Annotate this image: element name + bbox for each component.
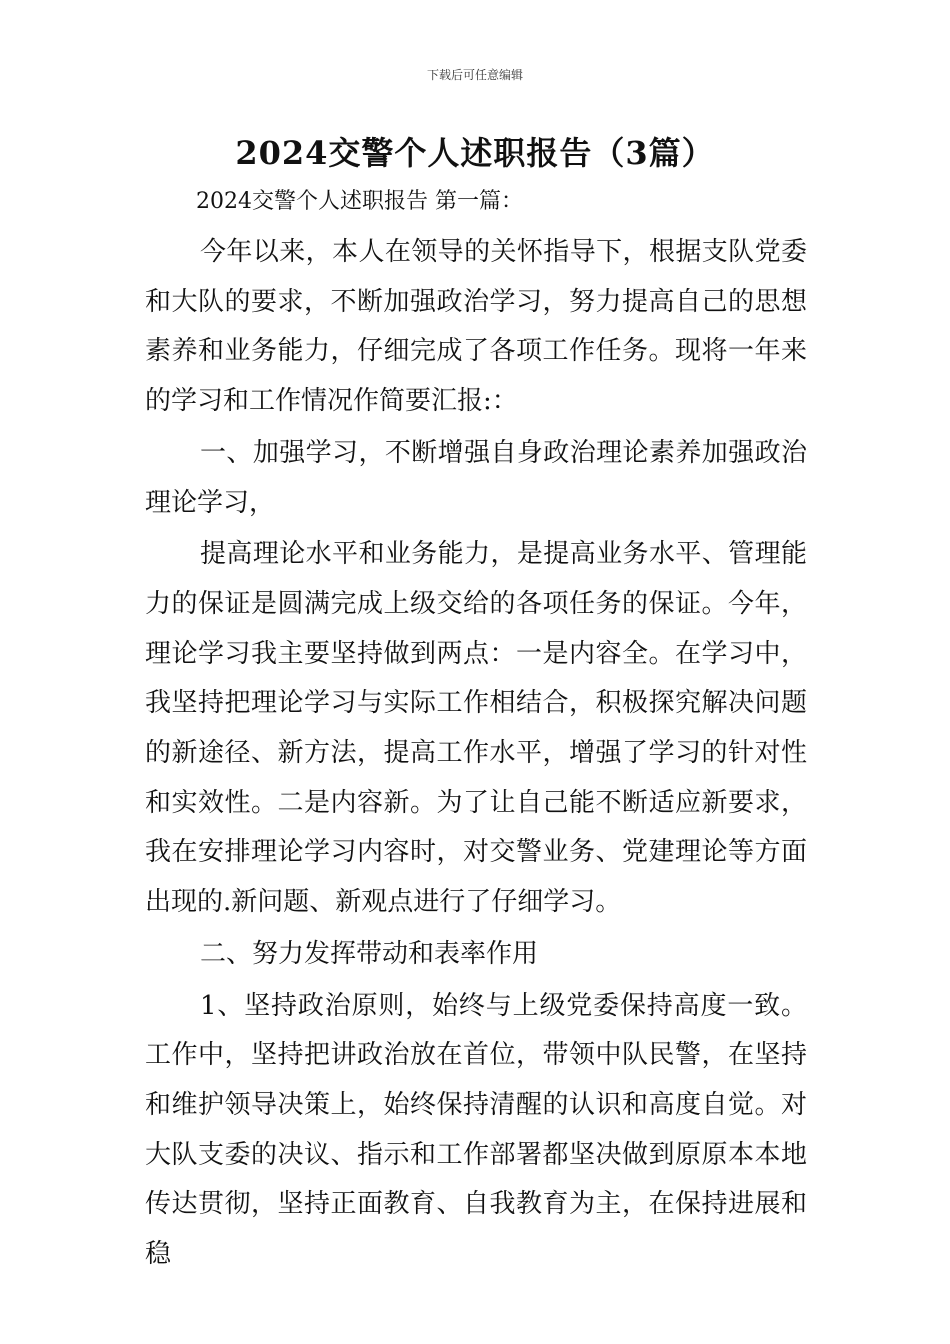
paragraph-political-principle: 1、坚持政治原则，始终与上级党委保持高度一致。工作中，坚持把讲政治放在首位，带领中队民警，在坚持和维护领导决策上，始终保持清醒的认识和高度自觉。对大队支委的决议、指示和工作部署都坚决做到原原本本地传达贯彻，坚持正面教育、自我教育为主，在保持进展和稳: [145, 990, 807, 1270]
page-header-note: 下载后可任意编辑: [426, 68, 523, 82]
paragraph-study: 提高理论水平和业务能力，是提高业务水平、管理能力的保证是圆满完成上级交给的各项任务的保证。今年，理论学习我主要坚持做到两点：一是内容全。在学习中，我坚持把理论学习与实际工作相结合，积极探究解决问题的新途径、新方法，提高工作水平，增强了学习的针对性和实效性。二是内容新。为了让自己能不断适应新要求，我在安排理论学习内容时，对交警业务、党建理论等方面出现的.新问题、新观点进行了仔细学习。: [145, 539, 807, 918]
paragraph-heading-2: 二、努力发挥带动和表率作用: [200, 938, 539, 969]
paragraph-intro: 今年以来，本人在领导的关怀指导下，根据支队党委和大队的要求，不断加强政治学习，努力提高自己的思想素养和业务能力，仔细完成了各项工作任务。现将一年来的学习和工作情况作简要汇报:：: [145, 237, 807, 417]
section-subtitle: 2024交警个人述职报告 第一篇：: [196, 189, 523, 214]
document-title: 2024交警个人述职报告（3篇）: [235, 134, 715, 172]
document-body: [145, 228, 807, 1280]
paragraph-heading-1: 一、加强学习，不断增强自身政治理论素养加强政治理论学习，: [145, 437, 807, 518]
